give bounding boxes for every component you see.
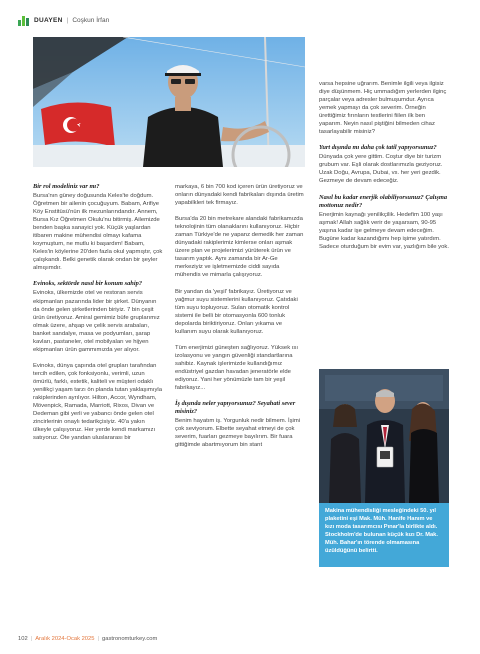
- answer-paragraph: Benim hayatım iş. Yorgunluk nedir bilmem. İşimi çok seviyorum. Elbette seyahat etmeyi de çok severim, fuarları gezmeye bayılırım. Bir fuara gittiğimde abartmıyorum bin stant: [175, 418, 301, 449]
- footer-separator: |: [97, 636, 99, 642]
- article-column-1: [33, 183, 163, 450]
- question-heading-vacation: Yurt dışında mı daha çok tatil yapıyorsunuz?: [319, 144, 437, 152]
- section-label: DUAYEN: [34, 16, 63, 24]
- answer-paragraph: Evinoks, dünya çapında otel grupları tarafından tercih edilen, çok fonksiyonlu, verimli, uzun ömürlü, farklı, estetik, kaliteli ve müşteri odaklı yenilikçi yaşam tarzı ön planda tutan yaklaşımıyla rakiplerinden ayrılıyor. Hilton, Accor, Wyndham, Mövenpick, Ramada, Marriott, Rixos, Divan ve Dedeman gibi yerli ve yabancı önde gelen otel zincirlerinin onaylı tedarikçisiyiz. 40'a yakın ülkeyle çalışıyoruz. Her yerde kendi markamızı satıyoruz. Öte yandan uluslararası bir: [33, 362, 162, 442]
- answer-paragraph: markaya, 6 bin 700 kod içeren ürün üretiyoruz ve onların dünyadaki kendi fabrikaları dışında üretim yapabilkleri tek firmayız.: [175, 184, 304, 207]
- answer-paragraph: Bir yandan da 'yeşil' fabrikayız. Üretiyoruz ve yağmur suyu sistemlerini kullanıyoruz. Çatıdaki tüm suyu topluyoruz. Sulan otomatik kontrol sistemi ile belli bir otomasyonla 600 tonluk depolarda biriktiriyoruz. Onları yıkama ve kullanım suyu olarak kullanıyoruz.: [175, 288, 298, 335]
- sailing-portrait-illustration: [33, 37, 305, 167]
- answer-paragraph: varsa hepsine uğrarım. Benimle ilgili veya ilgisiz diye düşünmem. Hiç ummadığım yerlerden ilginç parçalar veya adresler bulmuşumdur. Ayrıca yemek yapmayı da çok severim. Örneğin ürettiğimiz fırınların testlerini fiilen ilk ben yaparım. Neyin nasıl piştiğini bilmeden cihaz tasarlayabilir misiniz?: [319, 81, 447, 136]
- award-ceremony-photo: [319, 369, 449, 503]
- article-column-3: [319, 80, 449, 259]
- answer-paragraph: Enerjimin kaynağı yenilikçilik. Hedefim 100 yaşı aşmak! Allah sağlık verir de yaşarsam, 90-95 yaşına kadar işe gelmeye devam edeceğim. Bugüne kadar kazandığımı hep işime yatırdım. Sadece oturduğum bir evim var, yazlığım bile yok.: [319, 211, 449, 250]
- answer-paragraph: Dünyada çok yere gittim. Coştur diye bir turizm grubum var. Eşli olarak dostlarımızla geziyoruz. Uzak Doğu, Avrupa, Dubai, vs. her yeri gezdik. Gezmeye de devam edeceğiz.: [319, 154, 443, 185]
- answer-paragraph: Bursa'da 20 bin metrekare alandaki fabrikamızda teknolojinin tüm olanaklarını kullanıyoruz. Hiçbir zaman Türkiye'de ne yapanz demedik her zaman dünyadaki rakiplerimiz kimlerse onları aşmak üzere plan ve projelerimizi yürüterek ürün ve tasarım yaptık. Aynı zamanda bir Ar-Ge merkeziyiz ve işletmemizde ciddi sayıda mühendis ve mimarla çalışıyoruz.: [175, 216, 304, 279]
- question-heading-evinoks-position: Evinoks, sektörde nasıl bir konum sahip?: [33, 280, 143, 288]
- page-footer: [18, 636, 157, 642]
- website-link[interactable]: gastronomturkey.com: [102, 636, 158, 642]
- footer-separator: |: [30, 636, 33, 642]
- photo-caption: Makina mühendisliği mesleğindeki 50. yıl plaketini eşi Mak. Müh. Hanife Hanım ve kızı moda tasarımcısı Pınar'la birlikte aldı. Stockholm'de bulunan küçük kızı Dr. Mak. Müh. Bahar'ın törende olmamasına üzüldüğünü belirtti.: [319, 503, 449, 567]
- answer-paragraph: Evinoks, ülkemizde otel ve restoran servis ekipmanları pazarında lider bir şirket. Dünyanın da önde gelen şirketlerinden biriyiz. 7 bin çeşit ürün üretiyoruz. Amiral gemimiz büfe gruplarımız olmak üzere, ahşap ve çelik servis arabaları, banket sandalye, masa ve podyumları, şarap kavları, pastaneler, otel mobilyaları ve hijyen ekipmanları ürün gammımızda yer alıyor.: [33, 290, 160, 353]
- question-heading-energy-motto: Nasıl bu kadar enerjik olabiliyorsunuz? Çalışma mottonuz nedir?: [319, 193, 448, 209]
- author-name: Coşkun İrfan: [72, 16, 110, 24]
- article-column-2: [175, 183, 305, 457]
- question-heading-role-model: Bir rol modeliniz var mı?: [33, 183, 100, 190]
- magazine-logo-icon: [18, 15, 30, 26]
- answer-paragraph: Tüm enerjimizi güneşten sağlıyoruz. Yüksek ısı izolasyonu ve yangın güvenliği standartlarına sahibiz. Kaynak işlerimizde kullandığımız endüstriyel gazdan havadan jeneratörle elde ediyoruz. Yani her yönümüzle tam bir yeşil fabrikayız...: [175, 344, 298, 392]
- header-separator: |: [66, 16, 69, 24]
- sailing-portrait-photo: [33, 37, 305, 167]
- question-heading-outside-work: İş dışında neler yapıyorsunuz? Seyahati sever misiniz?: [175, 400, 296, 416]
- page-number: 102: [18, 636, 28, 642]
- answer-paragraph: Bursa'nın güney doğusunda Keles'te doğdum. Öğretmen bir ailenin çocuğuyum. Babam, Arifiye Köy Enstitüsü'nün ilk mezunlarındandır. Annem, Bursa Kız Öğretmen Okulu'nu bitirmiş. Ailemizde benden başka sanayici yok. Küçük yaşlardan itibaren makine mühendisi olmayı kafama koymuştum, ne mutlu ki başardım! Babam, Keles'in köylerine 20'den fazla okul yapmıştır, çok çalışkandı. Belki genetik olarak ondan bir şeyler almışımdır.: [33, 193, 163, 272]
- issue-date: Aralık 2024-Ocak 2025: [35, 636, 95, 642]
- page-header: [18, 13, 109, 27]
- award-ceremony-illustration: [319, 369, 449, 503]
